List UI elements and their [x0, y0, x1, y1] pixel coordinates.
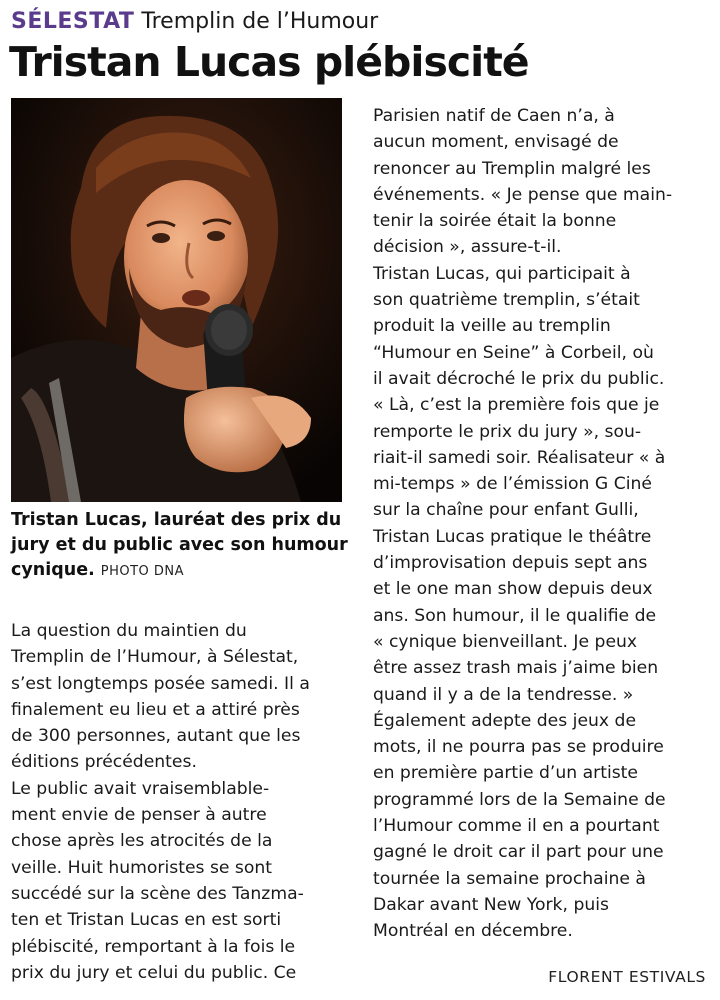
article-line: « cynique bienveillant. Je peux: [373, 631, 638, 652]
article-line: programmé lors de la Semaine de: [373, 789, 666, 810]
article-line: mi-temps » de l’émission G Ciné: [373, 474, 652, 495]
article-line: de 300 personnes, autant que les: [11, 726, 301, 747]
article-line: l’Humour comme il en a pourtant: [373, 816, 660, 837]
article-line: plébiscité, remportant à la fois le: [11, 936, 296, 957]
article-line: produit la veille au tremplin: [373, 316, 611, 337]
photo-caption: [11, 508, 351, 584]
article-line: Tremplin de l’Humour, à Sélestat,: [11, 647, 299, 668]
article-line: chose après les atrocités de la: [11, 831, 273, 852]
article-line: Tristan Lucas, qui participait à: [373, 263, 631, 284]
article-line: mots, il ne pourra pas se produire: [373, 737, 664, 758]
kicker-place: SÉLESTAT: [11, 9, 135, 34]
article-line: Également adepte des jeux de: [373, 710, 637, 731]
article-line: quand il y a de la tendresse. »: [373, 684, 634, 705]
article-line: son quatrième tremplin, s’était: [373, 290, 640, 311]
article-line: Parisien natif de Caen n’a, à: [373, 106, 615, 126]
photo-credit: PHOTO DNA: [100, 564, 185, 579]
article-column-left: [11, 618, 356, 986]
article-line: ten et Tristan Lucas en est sorti: [11, 910, 282, 931]
article-line: “Humour en Seine” à Corbeil, où: [373, 342, 654, 363]
article-line: renoncer au Tremplin malgré les: [373, 158, 651, 179]
article-line: La question du maintien du: [11, 621, 247, 641]
headline: Tristan Lucas plébiscité: [9, 38, 529, 86]
article-line: être assez trash mais j’aime bien: [373, 658, 659, 679]
article-line: tournée la semaine prochaine à: [373, 868, 646, 889]
article-line: remporte le prix du jury », sou-: [373, 421, 642, 442]
article-line: événements. « Je pense que main-: [373, 184, 673, 205]
article-line: d’improvisation depuis sept ans: [373, 553, 648, 574]
article-line: succédé sur la scène des Tanzma-: [11, 883, 304, 904]
article-line: s’est longtemps posée samedi. Il a: [11, 673, 310, 694]
article-column-right: [373, 103, 718, 945]
article-line: en première partie d’un artiste: [373, 763, 638, 784]
article-line: Montréal en décembre.: [373, 921, 573, 942]
article-line: aucun moment, envisagé de: [373, 132, 619, 153]
article-line: Le public avait vraisemblable-: [11, 778, 270, 799]
article-line: sur la chaîne pour enfant Gulli,: [373, 500, 639, 521]
article-line: décision », assure-t-il.: [373, 237, 562, 258]
caption-text: Tristan Lucas, lauréat des prix du jury et du public avec son humour cynique.: [11, 510, 348, 580]
section-kicker: [11, 8, 378, 36]
article-line: Dakar avant New York, puis: [373, 894, 609, 915]
article-line: veille. Huit humoristes se sont: [11, 857, 273, 878]
article-line: prix du jury et celui du public. Ce: [11, 962, 297, 983]
article-line: il avait décroché le prix du public.: [373, 368, 665, 389]
byline: FLORENT ESTIVALS: [548, 968, 706, 986]
article-line: ment envie de penser à autre: [11, 805, 267, 826]
article-line: éditions précédentes.: [11, 752, 197, 773]
article-line: « Là, c’est la première fois que je: [373, 395, 660, 416]
article-line: gagné le droit car il part pour une: [373, 842, 664, 863]
article-line: Tristan Lucas pratique le théâtre: [373, 526, 652, 547]
performer-photo-illustration: [11, 98, 342, 502]
article-line: ans. Son humour, il le qualifie de: [373, 605, 657, 626]
article-line: finalement eu lieu et a attiré près: [11, 699, 300, 720]
article-line: et le one man show depuis deux: [373, 579, 653, 600]
article-line: riait-il samedi soir. Réalisateur « à: [373, 447, 666, 468]
article-line: tenir la soirée était la bonne: [373, 211, 617, 232]
kicker-section: Tremplin de l’Humour: [141, 9, 379, 34]
article-photo: [11, 98, 342, 502]
